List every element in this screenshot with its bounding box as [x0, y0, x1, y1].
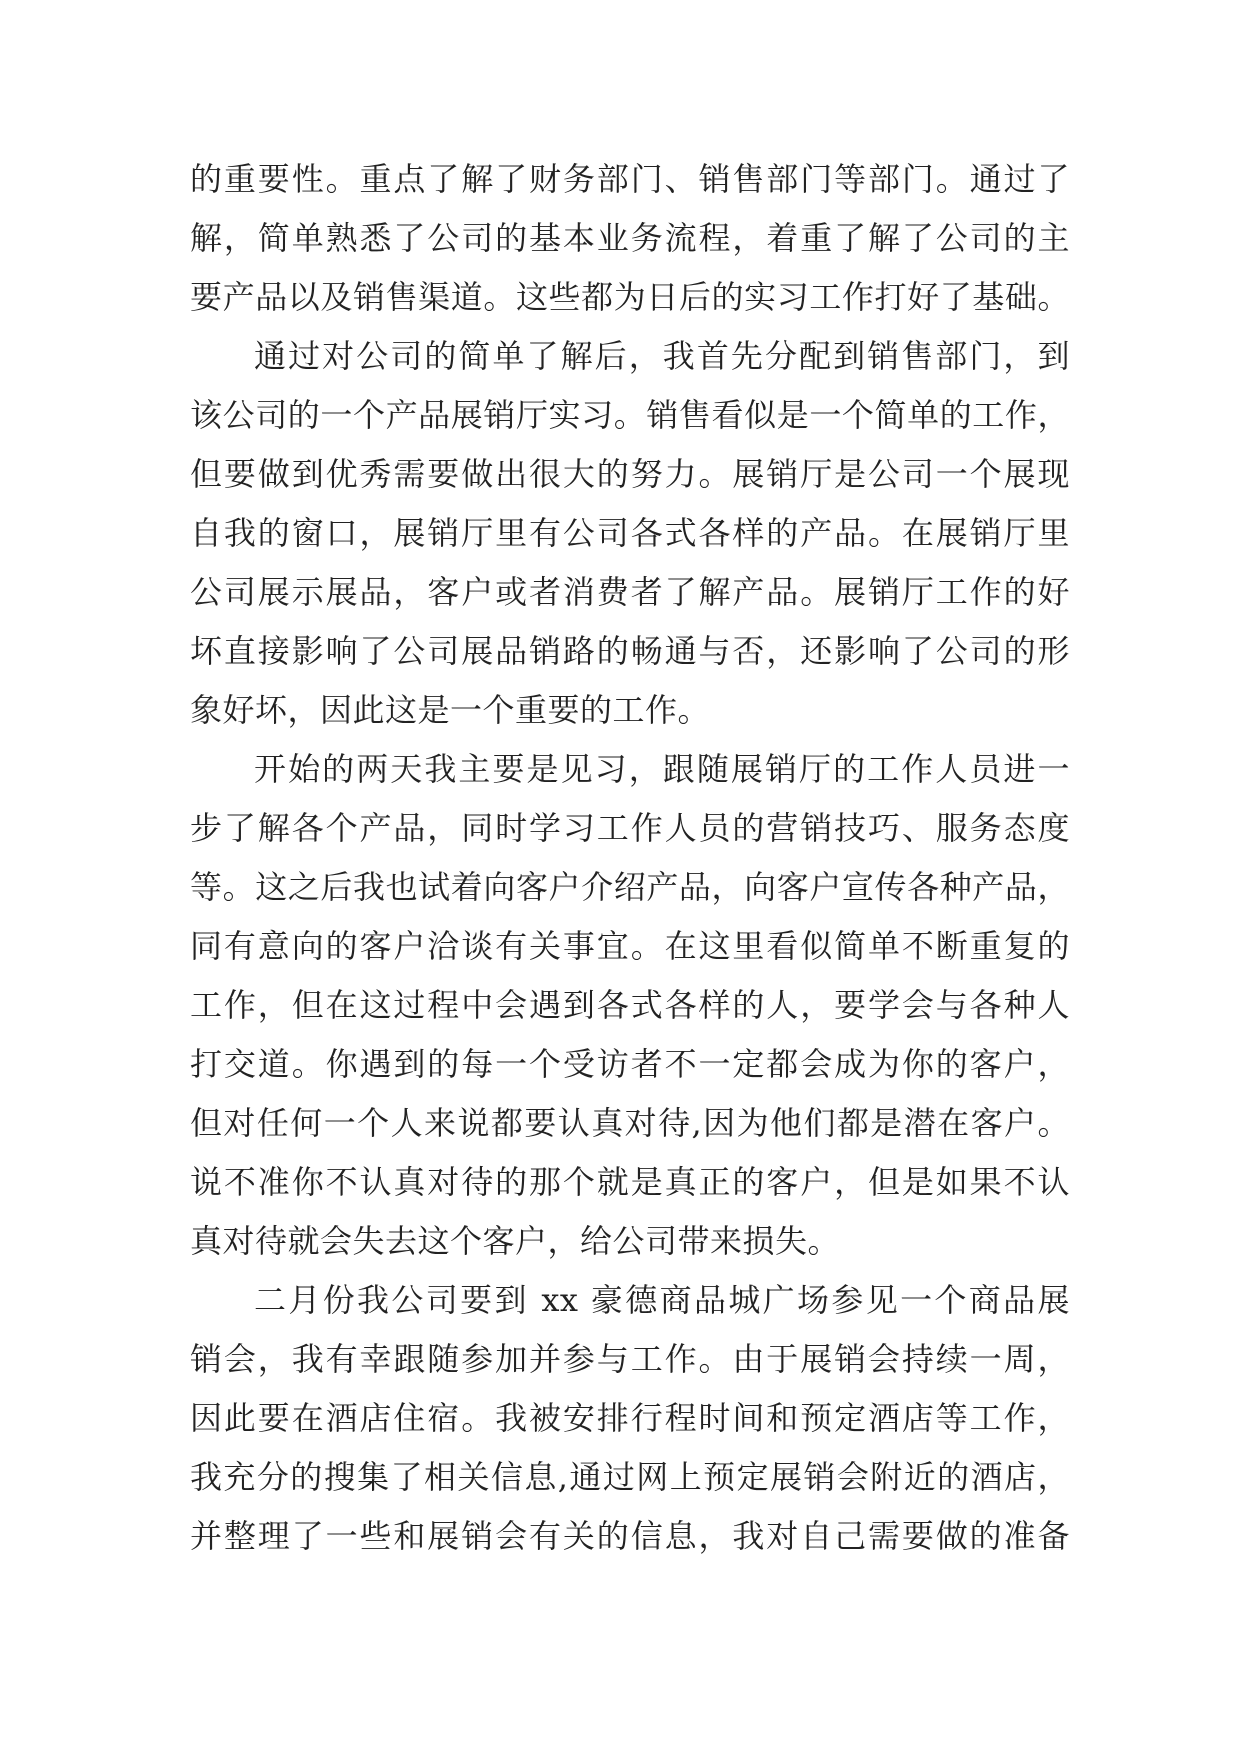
text-line: 同有意向的客户洽谈有关事宜。在这里看似简单不断重复的: [190, 927, 1070, 965]
text-line: 自我的窗口，展销厅里有公司各式各样的产品。在展销厅里: [190, 514, 1070, 552]
text-line: 步了解各个产品，同时学习工作人员的营销技巧、服务态度: [190, 809, 1070, 847]
text-line: 的重要性。重点了解了财务部门、销售部门等部门。通过了: [190, 160, 1070, 198]
text-line: 销会，我有幸跟随参加并参与工作。由于展销会持续一周，: [190, 1340, 1070, 1378]
text-line: 二月份我公司要到 xx 豪德商品城广场参见一个商品展: [254, 1281, 1070, 1319]
text-line: 要产品以及销售渠道。这些都为日后的实习工作打好了基础。: [190, 278, 1070, 316]
paragraph: [190, 327, 1070, 740]
document-body: [190, 150, 1070, 1566]
text-line: 该公司的一个产品展销厅实习。销售看似是一个简单的工作，: [190, 396, 1070, 434]
text-line: 但对任何一个人来说都要认真对待,因为他们都是潜在客户。: [190, 1104, 1070, 1142]
text-line: 工作，但在这过程中会遇到各式各样的人，要学会与各种人: [190, 986, 1070, 1024]
text-line: 公司展示展品，客户或者消费者了解产品。展销厅工作的好: [190, 573, 1070, 611]
text-line: 通过对公司的简单了解后，我首先分配到销售部门，到: [254, 337, 1070, 375]
text-line: 说不准你不认真对待的那个就是真正的客户，但是如果不认: [190, 1163, 1070, 1201]
text-line: 因此要在酒店住宿。我被安排行程时间和预定酒店等工作，: [190, 1399, 1070, 1437]
text-line: 开始的两天我主要是见习，跟随展销厅的工作人员进一: [254, 750, 1070, 788]
text-line: 象好坏，因此这是一个重要的工作。: [190, 691, 711, 729]
paragraph: [190, 150, 1070, 327]
text-line: 真对待就会失去这个客户，给公司带来损失。: [190, 1222, 841, 1260]
paragraph: [190, 740, 1070, 1271]
text-line: 但要做到优秀需要做出很大的努力。展销厅是公司一个展现: [190, 455, 1070, 493]
text-line: 我充分的搜集了相关信息,通过网上预定展销会附近的酒店，: [190, 1458, 1070, 1496]
text-line: 解，简单熟悉了公司的基本业务流程，着重了解了公司的主: [190, 219, 1070, 257]
text-line: 坏直接影响了公司展品销路的畅通与否，还影响了公司的形: [190, 632, 1070, 670]
text-line: 等。这之后我也试着向客户介绍产品，向客户宣传各种产品，: [190, 868, 1070, 906]
text-line: 打交道。你遇到的每一个受访者不一定都会成为你的客户，: [190, 1045, 1070, 1083]
paragraph: [190, 1271, 1070, 1566]
text-line: 并整理了一些和展销会有关的信息，我对自己需要做的准备: [190, 1517, 1070, 1555]
